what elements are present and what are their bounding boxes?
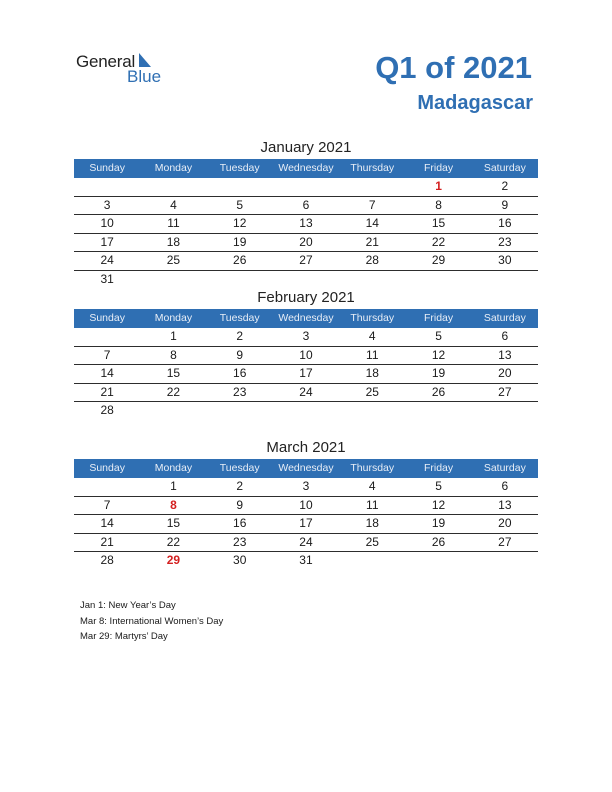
week-row	[74, 234, 538, 253]
day-cell: 14	[100, 366, 114, 380]
holiday-note: Jan 1: New Year’s Day	[80, 600, 176, 611]
day-cell: 12	[233, 216, 247, 230]
day-cell: 15	[166, 366, 181, 380]
day-cell: 23	[233, 384, 247, 399]
day-cell: 1	[170, 479, 177, 493]
month-calendar	[74, 437, 538, 570]
day-cell: 28	[100, 403, 114, 417]
weekday-label: Saturday	[483, 462, 526, 474]
day-cell: 19	[431, 516, 446, 530]
day-cell: 15	[431, 216, 446, 230]
day-cell: 24	[299, 534, 313, 549]
day-cell: 24	[100, 253, 114, 267]
weekday-label: Wednesday	[278, 162, 334, 174]
day-cell: 27	[498, 534, 512, 549]
day-cell: 5	[435, 329, 442, 343]
day-cell: 18	[166, 234, 181, 249]
day-cell: 30	[498, 253, 512, 267]
day-cell: 3	[302, 479, 310, 493]
week-row	[74, 271, 538, 289]
day-cell: 4	[368, 479, 376, 493]
week-row	[74, 197, 538, 216]
day-cell: 22	[166, 534, 181, 549]
day-cell: 9	[236, 347, 244, 362]
day-cell: 1	[435, 179, 442, 193]
weekday-label: Monday	[154, 162, 193, 174]
weekday-label: Thursday	[350, 312, 395, 324]
logo-triangle-icon	[139, 53, 151, 67]
weekday-header	[74, 159, 538, 178]
day-cell: 28	[100, 553, 114, 567]
day-cell: 25	[365, 534, 379, 549]
week-row	[74, 252, 538, 271]
day-cell: 26	[431, 534, 446, 549]
day-cell: 14	[100, 516, 114, 530]
week-row	[74, 347, 538, 366]
day-cell: 7	[103, 347, 111, 362]
weekday-header	[74, 309, 538, 328]
day-cell	[207, 178, 273, 196]
week-row	[74, 365, 538, 384]
day-cell: 11	[366, 347, 379, 362]
month-calendar	[74, 287, 538, 420]
day-cell: 2	[236, 329, 244, 343]
month-title: February 2021	[257, 289, 355, 306]
week-row	[74, 384, 538, 403]
weekday-label: Friday	[423, 462, 454, 474]
day-cell	[472, 271, 538, 289]
day-cell: 4	[368, 329, 376, 343]
day-cell: 2	[236, 479, 244, 493]
weekday-label: Saturday	[483, 162, 526, 174]
day-cell: 12	[431, 497, 446, 512]
day-cell: 5	[236, 197, 244, 212]
day-cell: 8	[435, 197, 442, 212]
day-cell: 19	[233, 234, 247, 249]
week-row	[74, 478, 538, 497]
day-cell: 21	[100, 384, 114, 399]
day-cell: 16	[233, 366, 247, 380]
day-cell: 21	[100, 534, 114, 549]
day-cell	[74, 328, 140, 346]
logo-text-blue: Blue	[127, 67, 162, 86]
day-cell	[74, 178, 140, 196]
day-cell: 11	[167, 216, 180, 230]
weekday-label: Thursday	[350, 462, 395, 474]
day-cell	[339, 178, 405, 196]
holiday-notes	[80, 598, 223, 645]
day-cell: 7	[103, 497, 111, 512]
month-title: January 2021	[260, 139, 352, 156]
day-cell	[140, 178, 206, 196]
day-cell: 5	[435, 479, 442, 493]
day-cell: 20	[498, 516, 512, 530]
weekday-label: Tuesday	[219, 462, 260, 474]
day-cell: 31	[299, 553, 313, 567]
month-title: March 2021	[266, 439, 346, 456]
day-cell	[273, 271, 339, 289]
day-cell: 24	[299, 384, 313, 399]
week-row	[74, 534, 538, 553]
day-cell: 12	[431, 347, 446, 362]
day-cell	[339, 271, 405, 289]
day-cell: 23	[498, 234, 512, 249]
day-cell	[140, 271, 206, 289]
weekday-label: Sunday	[89, 462, 125, 474]
day-cell: 10	[100, 216, 114, 230]
weekday-label: Tuesday	[219, 162, 260, 174]
day-cell	[140, 402, 206, 420]
day-cell	[472, 402, 538, 420]
day-cell	[405, 271, 471, 289]
day-cell	[405, 402, 471, 420]
weekday-label: Monday	[154, 312, 193, 324]
day-cell: 26	[431, 384, 446, 399]
weekday-label: Thursday	[350, 162, 395, 174]
day-cell: 25	[166, 253, 181, 267]
day-cell: 17	[100, 234, 114, 249]
day-cell: 29	[431, 253, 446, 267]
day-cell: 11	[366, 497, 379, 512]
day-cell: 27	[299, 253, 313, 267]
day-cell: 22	[166, 384, 181, 399]
day-cell: 16	[498, 216, 512, 230]
day-cell	[207, 271, 273, 289]
day-cell: 18	[365, 366, 379, 380]
day-cell: 26	[233, 253, 247, 267]
day-cell: 2	[501, 179, 509, 193]
day-cell: 17	[299, 366, 313, 380]
week-row	[74, 328, 538, 347]
day-cell	[74, 478, 140, 496]
day-cell	[339, 402, 405, 420]
day-cell: 7	[368, 197, 376, 212]
day-cell: 29	[166, 553, 181, 567]
day-cell: 13	[498, 497, 512, 512]
day-cell: 20	[498, 366, 512, 380]
day-cell: 1	[170, 329, 177, 343]
week-row	[74, 178, 538, 197]
day-cell	[273, 402, 339, 420]
day-cell: 31	[100, 271, 114, 286]
day-cell: 9	[236, 497, 244, 512]
day-cell: 22	[431, 234, 446, 249]
day-cell	[405, 552, 471, 570]
weekday-header	[74, 459, 538, 478]
day-cell: 28	[365, 253, 379, 267]
day-cell: 17	[299, 516, 313, 530]
weekday-label: Tuesday	[219, 312, 260, 324]
weekday-label: Sunday	[89, 162, 125, 174]
weekday-label: Wednesday	[278, 312, 334, 324]
day-cell: 19	[431, 366, 446, 380]
day-cell: 13	[498, 347, 512, 362]
weekday-label: Friday	[423, 162, 454, 174]
day-cell: 30	[233, 553, 247, 567]
day-cell: 21	[365, 234, 379, 249]
day-cell	[472, 552, 538, 570]
day-cell: 27	[498, 384, 512, 399]
day-cell: 3	[103, 197, 111, 212]
day-cell: 8	[170, 497, 177, 512]
week-row	[74, 402, 538, 420]
day-cell: 10	[299, 347, 313, 362]
week-row	[74, 215, 538, 234]
weekday-label: Friday	[423, 312, 454, 324]
day-cell: 13	[299, 216, 313, 230]
holiday-note: Mar 8: International Women’s Day	[80, 615, 224, 627]
day-cell: 25	[365, 384, 379, 399]
week-row	[74, 515, 538, 534]
week-row	[74, 497, 538, 516]
holiday-note: Mar 29: Martyrs’ Day	[80, 631, 168, 642]
day-cell: 14	[365, 216, 379, 230]
country-subtitle: Madagascar	[417, 92, 533, 114]
logo-text-general: General	[76, 52, 136, 71]
day-cell: 6	[501, 329, 509, 343]
generalblue-logo	[76, 52, 176, 88]
day-cell: 4	[170, 197, 177, 212]
weekday-label: Wednesday	[278, 462, 334, 474]
day-cell: 8	[170, 347, 177, 362]
week-row	[74, 552, 538, 570]
month-calendar	[74, 137, 538, 288]
day-cell: 3	[302, 329, 310, 343]
day-cell: 6	[501, 479, 509, 493]
page-title: Q1 of 2021	[375, 50, 532, 85]
day-cell: 6	[302, 197, 310, 212]
day-cell: 16	[233, 516, 247, 530]
weekday-label: Saturday	[483, 312, 526, 324]
day-cell: 23	[233, 534, 247, 549]
day-cell: 20	[299, 234, 313, 249]
weekday-label: Monday	[154, 462, 193, 474]
day-cell: 10	[299, 497, 313, 512]
day-cell: 9	[501, 197, 509, 212]
day-cell: 15	[166, 516, 181, 530]
day-cell	[273, 178, 339, 196]
day-cell: 18	[365, 516, 379, 530]
weekday-label: Sunday	[89, 312, 125, 324]
day-cell	[339, 552, 405, 570]
day-cell	[207, 402, 273, 420]
